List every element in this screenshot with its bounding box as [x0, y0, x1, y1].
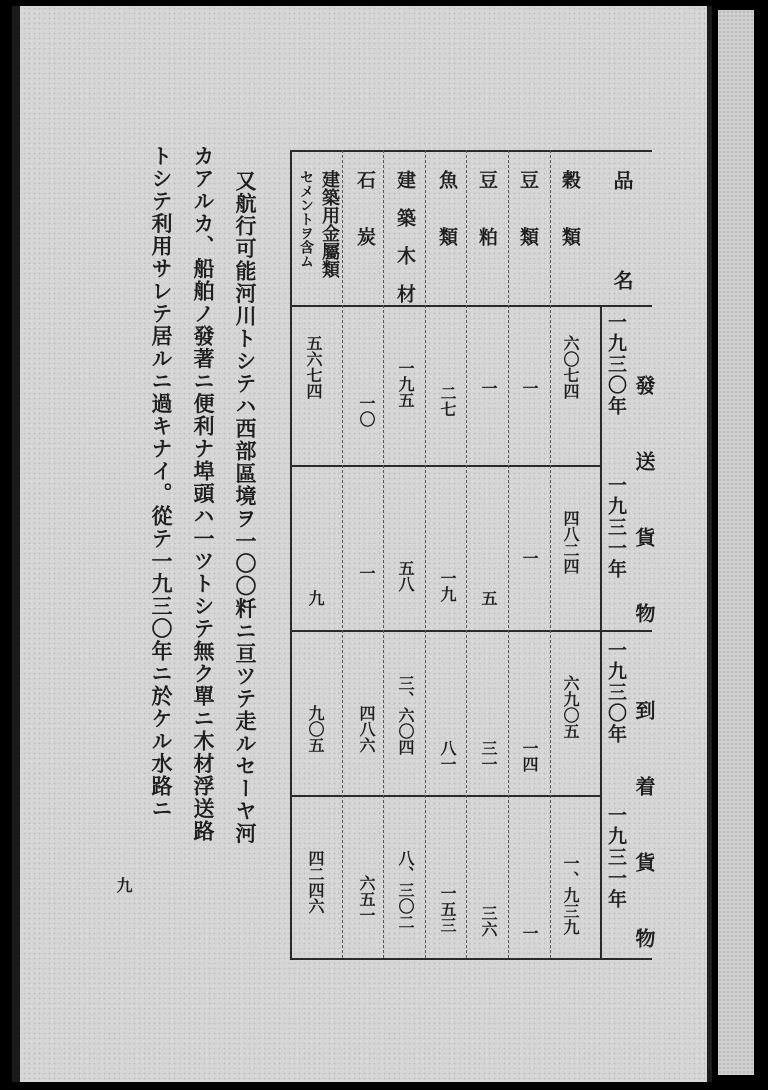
- cell-coal-arrive-1931: 六五一: [357, 875, 376, 923]
- table-top-rule: [290, 150, 652, 152]
- row-name-grain: 穀 類: [559, 170, 581, 246]
- cell-coal-ship-1931: 一: [357, 565, 376, 581]
- column-divider: [425, 150, 427, 958]
- page-edge-divider: [708, 40, 711, 1070]
- table-rule-1930-31-arrive: [290, 795, 602, 797]
- cell-grain-arrive-1931: 一、九三九: [561, 855, 580, 935]
- cell-beans-ship-1930: 一: [520, 380, 539, 396]
- adjacent-page-edge: [718, 10, 754, 1075]
- column-divider: [342, 150, 344, 958]
- header-shipment: 發 送 貨 物: [632, 375, 656, 641]
- year-1930-shipment: 一九三〇年: [605, 312, 627, 417]
- row-name-bean-cake: 豆 粕: [476, 170, 498, 246]
- column-divider: [466, 150, 468, 958]
- table-rule-1930-31-ship: [290, 465, 602, 467]
- page-number: 九: [114, 877, 133, 893]
- header-item-name: 品 名: [610, 170, 634, 320]
- cell-fish-arrive-1930: 八一: [438, 740, 457, 772]
- cell-timber-arrive-1931: 八、三〇二: [396, 850, 415, 930]
- cell-beancake-ship-1930: 一: [479, 380, 498, 396]
- body-text-line-2: カアルカ、船舶ノ發著ニ便利ナ埠頭ハ一ツトシテ無ク單ニ木材浮送路: [191, 145, 216, 843]
- cell-beans-arrive-1930: 一四: [520, 740, 539, 772]
- table-year-column-rule: [600, 305, 602, 958]
- body-text-line-3: トシテ利用サレテ居ルニ過キナイ。從テ一九三〇年ニ於ケル水路ニ: [149, 145, 174, 820]
- cell-metals-arrive-1931: 四二四六: [306, 850, 325, 914]
- table-header-rule: [290, 305, 652, 307]
- table-bottom-rule: [290, 958, 652, 960]
- column-divider: [383, 150, 385, 958]
- cell-timber-ship-1931: 五八: [396, 560, 415, 592]
- cell-coal-ship-1930: 一〇: [357, 395, 376, 427]
- column-divider: [550, 150, 552, 958]
- row-name-fish: 魚 類: [436, 170, 458, 246]
- cell-beans-ship-1931: 一: [520, 550, 539, 566]
- cell-fish-ship-1930: 二七: [438, 385, 457, 417]
- cell-metals-ship-1931: 九: [306, 590, 325, 606]
- row-name-building-metals: 建築用金屬類: [319, 170, 340, 278]
- cell-metals-arrive-1930: 九〇五: [306, 705, 325, 753]
- row-note-cement: セメントヲ含ム: [298, 170, 314, 268]
- cell-fish-arrive-1931: 一五三: [438, 885, 457, 933]
- cell-metals-ship-1930: 五六七四: [304, 335, 323, 399]
- body-text-line-1: 又航行可能河川トシテハ西部區境ヲ一〇〇粁ニ亘ツテ走ルセーヤ河: [233, 170, 258, 845]
- cell-beancake-ship-1931: 五: [479, 590, 498, 606]
- cell-grain-ship-1931: 四八二四: [561, 510, 580, 574]
- cell-beancake-arrive-1931: 三六: [479, 905, 498, 937]
- row-name-timber: 建 築 木 材: [394, 170, 416, 303]
- cell-timber-ship-1930: 一九五: [396, 360, 415, 408]
- cell-beans-arrive-1931: 一: [520, 925, 539, 941]
- year-1930-arrival: 一九三〇年: [605, 640, 627, 745]
- header-arrival: 到 着 貨 物: [632, 700, 656, 966]
- year-1931-arrival: 一九三一年: [605, 805, 627, 910]
- cell-timber-arrive-1930: 三、六〇四: [396, 675, 415, 755]
- cell-grain-ship-1930: 六〇七四: [561, 335, 580, 399]
- row-name-beans: 豆 類: [517, 170, 539, 246]
- cell-fish-ship-1931: 一九: [438, 570, 457, 602]
- table-rule-ship-arrive: [290, 630, 652, 632]
- cell-beancake-arrive-1930: 三一: [479, 740, 498, 772]
- column-divider: [508, 150, 510, 958]
- table-left-rule: [290, 150, 292, 958]
- cell-grain-arrive-1930: 六九〇五: [561, 675, 580, 739]
- year-1931-shipment: 一九三一年: [605, 475, 627, 580]
- row-name-coal: 石 炭: [354, 170, 376, 246]
- cell-coal-arrive-1930: 四八六: [357, 705, 376, 753]
